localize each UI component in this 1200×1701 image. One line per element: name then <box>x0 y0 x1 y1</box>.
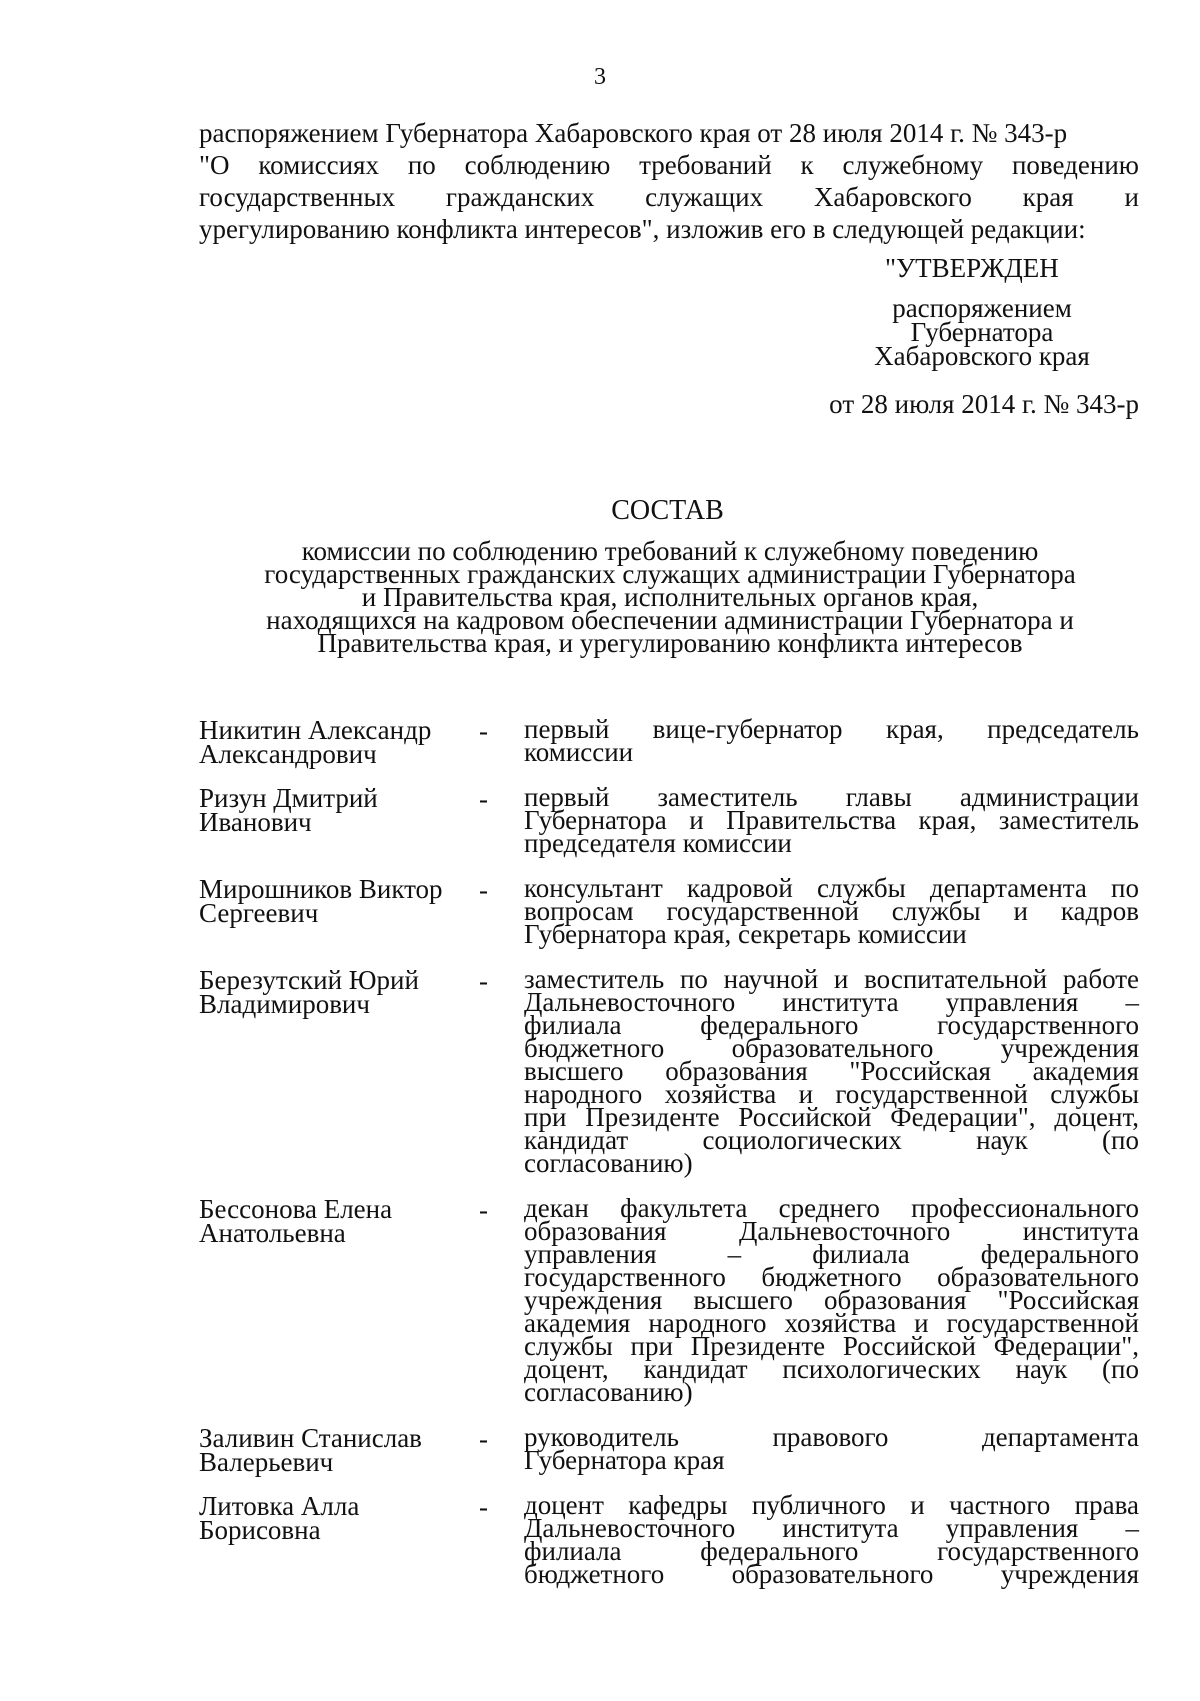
member-description-line: первый вице-губернатор края, председатель <box>524 714 1139 744</box>
member-name <box>199 1194 459 1248</box>
subtitle-line: и Правительства края, исполнительных органов края, <box>361 582 979 612</box>
intro-paragraph <box>199 120 1139 248</box>
intro-line: государственных гражданских служащих Хабаровского края и <box>199 182 1139 212</box>
member-description-line: заместитель по научной и воспитательной работе <box>524 964 1139 994</box>
member-description-line: Губернатора края <box>524 1445 725 1475</box>
member-description-line: согласованию) <box>524 1148 693 1178</box>
member-name-line: Бессонова Елена <box>199 1194 393 1224</box>
member-description-line: филиала федерального государственного <box>524 1010 1139 1040</box>
member-entry <box>199 964 1139 1178</box>
member-description-line: первый заместитель главы администрации <box>524 782 1139 812</box>
members-list <box>199 714 1139 1589</box>
member-description-line: вопросам государственной службы и кадров <box>524 896 1139 926</box>
approval-line: Хабаровского края <box>874 341 1090 371</box>
member-description <box>524 1490 1139 1589</box>
member-dash: - <box>479 784 488 814</box>
member-description-line: образования Дальневосточного института <box>524 1216 1139 1246</box>
member-dash: - <box>479 1424 488 1454</box>
member-description-line: руководитель правового департамента <box>524 1422 1139 1452</box>
member-description-line: государственного бюджетного образовательного <box>524 1262 1139 1292</box>
member-entry <box>199 1490 1139 1589</box>
member-description-line: бюджетного образовательного учреждения <box>524 1033 1139 1063</box>
subtitle-line: Правительства края, и урегулированию конфликта интересов <box>317 628 1023 658</box>
member-description-line: кандидат социологических наук (по <box>524 1125 1139 1155</box>
member-dash: - <box>479 1492 488 1522</box>
intro-line: распоряжением Губернатора Хабаровского края от 28 июля 2014 г. № 343-р <box>199 118 1068 148</box>
intro-line: "О комиссиях по соблюдению требований к служебному поведению <box>199 150 1139 180</box>
member-entry <box>199 1193 1139 1407</box>
member-description <box>524 714 1139 767</box>
document-subtitle <box>200 536 1140 658</box>
member-name <box>199 715 459 769</box>
approval-date: от 28 июля 2014 г. № 343-р <box>829 389 1139 419</box>
member-dash: - <box>479 1195 488 1225</box>
member-description <box>524 873 1139 949</box>
member-name-line: Заливин Станислав <box>199 1423 422 1453</box>
member-description-line: бюджетного образовательного учреждения <box>524 1559 1139 1589</box>
member-entry <box>199 714 1139 769</box>
member-description <box>524 1193 1139 1407</box>
member-description <box>524 1422 1139 1475</box>
member-entry <box>199 782 1139 858</box>
member-name-line: Никитин Александр <box>199 715 432 745</box>
member-dash: - <box>479 716 488 746</box>
member-description <box>524 782 1139 858</box>
subtitle-line: государственных гражданских служащих администрации Губернатора <box>264 559 1076 589</box>
member-entry <box>199 1422 1139 1477</box>
member-name <box>199 783 459 837</box>
member-description-line: Губернатора края, секретарь комиссии <box>524 919 967 949</box>
member-description-line: управления – филиала федерального <box>524 1239 1139 1269</box>
member-description-line: консультант кадровой службы департамента по <box>524 873 1139 903</box>
member-description-line: при Президенте Российской Федерации", доцент, <box>524 1102 1139 1132</box>
member-name <box>199 1423 459 1477</box>
member-description-line: высшего образования "Российская академия <box>524 1056 1139 1086</box>
member-name-line: Анатольевна <box>199 1218 346 1248</box>
member-dash: - <box>479 875 488 905</box>
page-number: 3 <box>594 64 606 90</box>
member-name-line: Александрович <box>199 739 377 769</box>
member-name <box>199 965 459 1019</box>
member-description-line: учреждения высшего образования "Российская <box>524 1285 1139 1315</box>
member-description-line: доцент, кандидат психологических наук (по <box>524 1354 1139 1384</box>
subtitle-line: комиссии по соблюдению требований к служебному поведению <box>301 536 1039 566</box>
approval-line: Губернатора <box>910 317 1054 347</box>
member-description-line: декан факультета среднего профессионального <box>524 1193 1139 1223</box>
member-description <box>524 964 1139 1178</box>
member-description-line: службы при Президенте Российской Федерации", <box>524 1331 1139 1361</box>
member-name-line: Иванович <box>199 807 312 837</box>
member-description-line: комиссии <box>524 737 634 767</box>
member-name <box>199 874 459 928</box>
member-name-line: Ризун Дмитрий <box>199 783 378 813</box>
member-description-line: народного хозяйства и государственной службы <box>524 1079 1139 1109</box>
member-dash: - <box>479 966 488 996</box>
approval-heading: "УТВЕРЖДЕН <box>885 253 1059 283</box>
member-name-line: Сергеевич <box>199 898 319 928</box>
member-name-line: Владимирович <box>199 989 370 1019</box>
member-name <box>199 1491 459 1545</box>
member-name-line: Борисовна <box>199 1515 321 1545</box>
approval-stamp <box>785 253 1139 419</box>
document-title: СОСТАВ <box>611 495 724 526</box>
member-name-line: Березутский Юрий <box>199 965 419 995</box>
member-description-line: академия народного хозяйства и государственной <box>524 1308 1139 1338</box>
intro-line: урегулированию конфликта интересов", изложив его в следующей редакции: <box>199 214 1086 244</box>
member-description-line: председателя комиссии <box>524 828 792 858</box>
member-entry <box>199 873 1139 949</box>
member-name-line: Литовка Алла <box>199 1491 360 1521</box>
member-name-line: Мирошников Виктор <box>199 874 443 904</box>
member-description-line: филиала федерального государственного <box>524 1536 1139 1566</box>
approval-line: распоряжением <box>892 293 1072 323</box>
member-description-line: Дальневосточного института управления – <box>524 987 1139 1017</box>
member-description-line: согласованию) <box>524 1377 693 1407</box>
subtitle-line: находящихся на кадровом обеспечении администрации Губернатора и <box>266 605 1074 635</box>
member-description-line: Губернатора и Правительства края, заместитель <box>524 805 1139 835</box>
member-description-line: Дальневосточного института управления – <box>524 1513 1139 1543</box>
member-description-line: доцент кафедры публичного и частного права <box>524 1490 1139 1520</box>
member-name-line: Валерьевич <box>199 1447 334 1477</box>
